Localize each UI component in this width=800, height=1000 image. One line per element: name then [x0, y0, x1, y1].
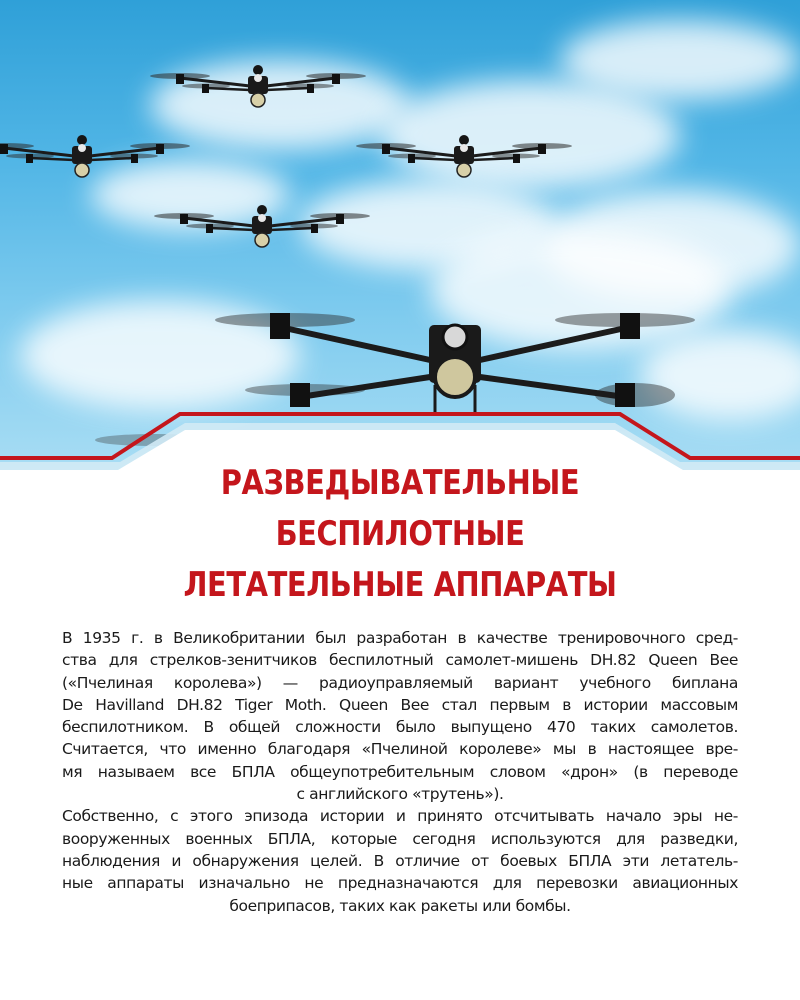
page-title	[145, 458, 655, 611]
paragraph	[62, 627, 738, 805]
text-line: De Havilland DH.82 Tiger Moth. Queen Bee стал первым в истории массовым	[62, 695, 738, 714]
text-line: («Пчелиная королева») — радиоуправляемый вариант учебного биплана	[62, 673, 738, 692]
text-line: ства для стрелков-зенитчиков беспилотный самолет-мишень DH.82 Queen Bee	[62, 651, 738, 670]
text-line: Собственно, с этого эпизода истории и принято отсчитывать начало эры не-	[62, 807, 738, 826]
text-line: с английского «трутень»).	[296, 785, 504, 804]
text-line: Считается, что именно благодаря «Пчелиной королеве» мы в настоящее вре-	[62, 740, 738, 759]
paragraph	[62, 805, 738, 916]
title-line: ЛЕТАТЕЛЬНЫЕ АППАРАТЫ	[183, 565, 617, 605]
article-body	[62, 627, 738, 917]
text-line: ные аппараты изначально не предназначаются для перевозки авиационных	[62, 874, 738, 893]
text-line: боеприпасов, таких как ракеты или бомбы.	[229, 896, 571, 915]
text-line: В 1935 г. в Великобритании был разработан в качестве тренировочного сред-	[62, 629, 738, 647]
text-line: беспилотником. В общей сложности было выпущено 470 таких самолетов.	[62, 718, 738, 737]
text-line: мя называем все БПЛА общеупотребительным словом «дрон» (в переводе	[62, 762, 738, 781]
text-line: наблюдения и обнаружения целей. В отличие от боевых БПЛА эти летатель-	[62, 851, 738, 870]
text-line: вооруженных военных БПЛА, которые сегодня используются для разведки,	[62, 829, 738, 848]
title-line: БЕСПИЛОТНЫЕ	[275, 514, 525, 554]
title-line: РАЗВЕДЫВАТЕЛЬНЫЕ	[220, 463, 580, 503]
